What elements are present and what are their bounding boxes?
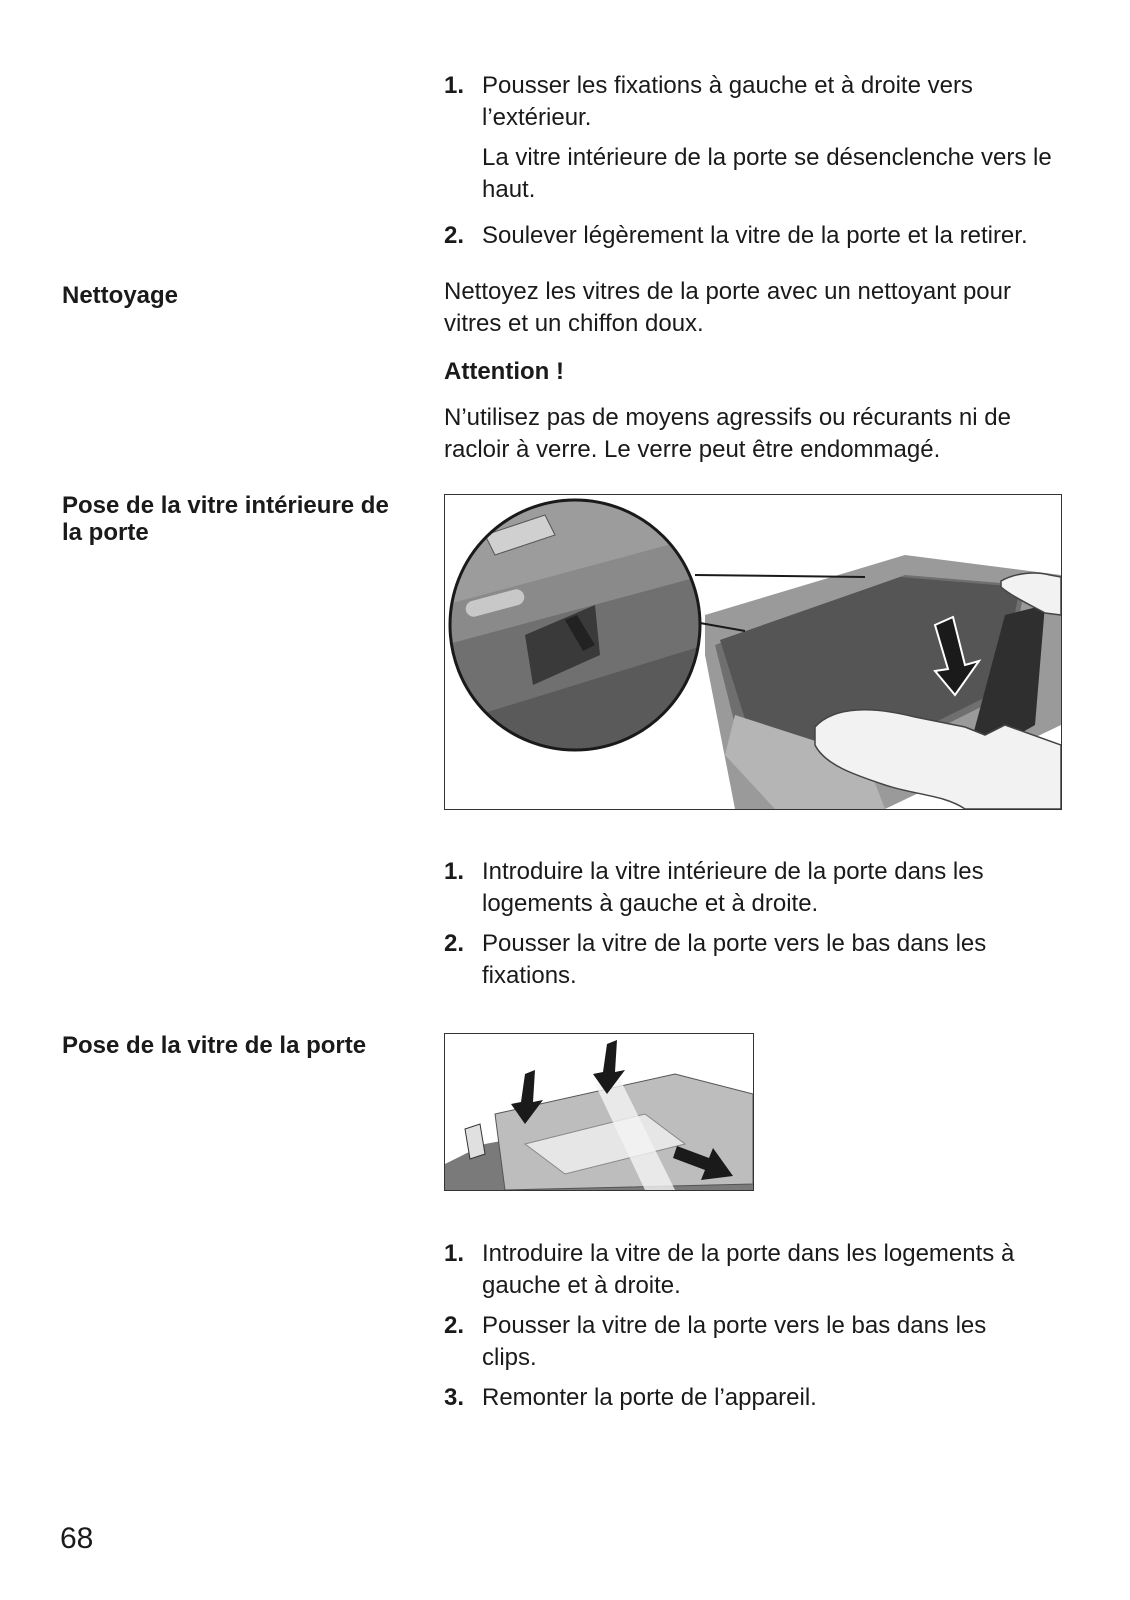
warning-text: N’utilisez pas de moyens agressifs ou récurants ni de racloir à verre. Le verre peut être endommagé.: [444, 404, 1011, 463]
step-result-note: [444, 142, 1084, 206]
cleaning-text: Nettoyez les vitres de la porte avec un nettoyant pour vitres et un chiffon doux.: [444, 278, 1011, 337]
step-number: 1.: [444, 858, 465, 885]
heading-door-glass: Pose de la vitre de la porte: [62, 1032, 367, 1059]
page-number: 68: [60, 1522, 94, 1555]
heading-inner-glass: Pose de la vitre intérieure de la porte: [62, 492, 389, 546]
step-push-door-glass: [444, 1310, 1084, 1374]
figure-inner-glass-removal: [444, 494, 1062, 810]
step-number: 2.: [444, 222, 465, 249]
step-text: Introduire la vitre de la porte dans les logements à gauche et à droite.: [482, 1240, 1015, 1299]
attention-label: Attention !: [444, 358, 564, 385]
step-number: 1.: [444, 1240, 465, 1267]
heading-cleaning: Nettoyage: [62, 282, 179, 309]
step-number: 2.: [444, 1312, 465, 1339]
step-text: Pousser la vitre de la porte vers le bas dans les fixations.: [482, 930, 987, 989]
step-text: Soulever légèrement la vitre de la porte et la retirer.: [482, 222, 1028, 249]
illustration-door-glass: [445, 495, 1061, 809]
step-text: Introduire la vitre intérieure de la porte dans les logements à gauche et à droite.: [482, 858, 984, 917]
step-text: La vitre intérieure de la porte se désenclenche vers le haut.: [482, 144, 1052, 203]
step-text: Remonter la porte de l’appareil.: [482, 1384, 817, 1411]
step-push-inner-glass: [444, 928, 1084, 992]
step-insert-inner-glass: [444, 856, 1084, 920]
step-remount-door: [444, 1382, 1084, 1414]
figure-door-glass-install: [444, 1033, 754, 1191]
step-number: 1.: [444, 72, 465, 99]
step-text: Pousser la vitre de la porte vers le bas dans les clips.: [482, 1312, 987, 1371]
step-push-fixations: [444, 70, 1084, 134]
step-text: Pousser les fixations à gauche et à droite vers l’extérieur.: [482, 72, 973, 131]
step-insert-door-glass: [444, 1238, 1084, 1302]
step-lift-glass: [444, 220, 1084, 252]
step-number: 2.: [444, 930, 465, 957]
illustration-glass-install: [445, 1034, 753, 1190]
step-number: 3.: [444, 1384, 465, 1411]
